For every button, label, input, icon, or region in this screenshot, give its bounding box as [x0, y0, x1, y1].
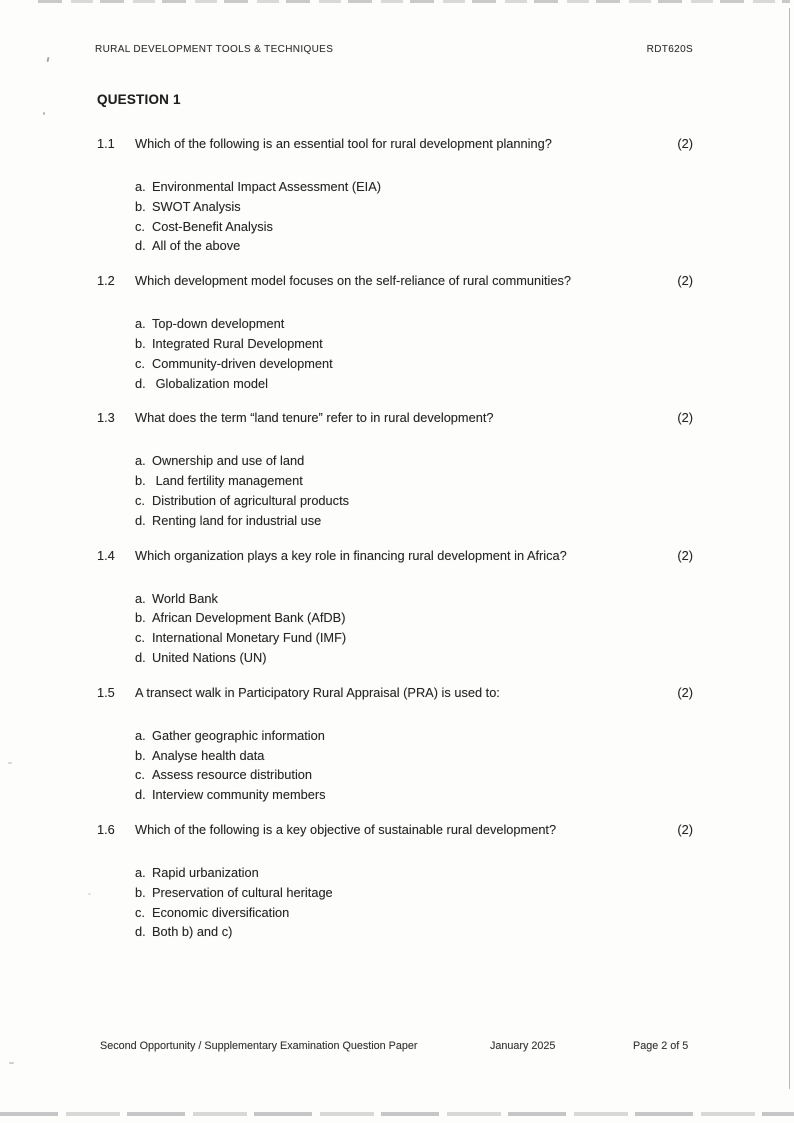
option-letter: d. — [135, 649, 146, 665]
option-text: United Nations (UN) — [152, 649, 267, 665]
option-letter: d. — [135, 512, 146, 528]
option-letter: d. — [135, 375, 146, 391]
option-letter: a. — [135, 316, 146, 332]
option-item — [135, 471, 693, 491]
question-number: 1.6 — [97, 821, 115, 837]
option-letter: c. — [135, 767, 145, 783]
scan-speck — [88, 893, 91, 895]
option-text: Renting land for industrial use — [152, 512, 322, 528]
option-text: Both b) and c) — [152, 924, 233, 940]
option-letter: c. — [135, 630, 145, 646]
option-text: Interview community members — [152, 787, 326, 803]
option-letter: b. — [135, 473, 146, 489]
option-text: Cost-Benefit Analysis — [152, 218, 273, 234]
option-item — [135, 177, 693, 197]
question-line — [97, 410, 693, 426]
question-text: Which development model focuses on the self-reliance of rural communities? — [135, 273, 572, 289]
options-list — [135, 726, 693, 805]
question-block — [97, 548, 693, 668]
option-letter: b. — [135, 335, 146, 351]
option-text: Economic diversification — [152, 904, 290, 920]
option-letter: c. — [135, 492, 145, 508]
section-title: QUESTION 1 — [97, 92, 181, 107]
question-marks: (2) — [677, 410, 693, 426]
question-block — [97, 822, 693, 942]
question-block — [97, 685, 693, 805]
scan-speck — [8, 762, 12, 764]
option-item — [135, 374, 693, 394]
scan-speck — [46, 57, 49, 62]
scan-speck — [9, 1062, 14, 1064]
options-list — [135, 863, 693, 942]
course-code: RDT620S — [646, 44, 693, 55]
option-text: All of the above — [152, 238, 241, 254]
option-item — [135, 314, 693, 334]
option-letter: c. — [135, 355, 145, 371]
document-header — [95, 44, 693, 55]
question-text: Which of the following is a key objective of sustainable rural development? — [135, 821, 557, 837]
option-text: Preservation of cultural heritage — [152, 884, 333, 900]
question-block — [97, 410, 693, 530]
option-text: Gather geographic information — [152, 727, 325, 743]
question-line — [97, 685, 693, 701]
option-item — [135, 334, 693, 354]
option-item — [135, 648, 693, 668]
option-item — [135, 628, 693, 648]
question-text: Which of the following is an essential tool for rural development planning? — [135, 136, 552, 151]
option-item — [135, 922, 693, 942]
footer-page-number: Page 2 of 5 — [633, 1040, 689, 1052]
option-text: Integrated Rural Development — [152, 335, 323, 351]
question-text: Which organization plays a key role in financing rural development in Africa? — [135, 547, 567, 563]
option-letter: d. — [135, 924, 146, 940]
option-item — [135, 883, 693, 903]
option-letter: a. — [135, 453, 146, 469]
option-text: African Development Bank (AfDB) — [152, 610, 346, 626]
option-item — [135, 217, 693, 237]
option-item — [135, 589, 693, 609]
question-marks: (2) — [677, 821, 693, 837]
option-text: Globalization model — [152, 375, 268, 391]
option-letter: b. — [135, 610, 146, 626]
option-item — [135, 765, 693, 785]
question-text: A transect walk in Participatory Rural Appraisal (PRA) is used to: — [135, 684, 500, 700]
options-list — [135, 451, 693, 530]
options-list — [135, 589, 693, 668]
questions-list — [97, 136, 693, 959]
question-line — [97, 136, 693, 152]
option-letter: a. — [135, 864, 146, 880]
option-item — [135, 354, 693, 374]
option-text: World Bank — [152, 590, 218, 606]
option-letter: a. — [135, 179, 146, 194]
option-item — [135, 491, 693, 511]
option-text: Top-down development — [152, 316, 285, 332]
option-letter: d. — [135, 787, 146, 803]
option-letter: b. — [135, 747, 146, 763]
question-line — [97, 822, 693, 838]
option-text: Rapid urbanization — [152, 864, 259, 880]
option-item — [135, 197, 693, 217]
option-item — [135, 511, 693, 531]
option-letter: c. — [135, 904, 145, 920]
option-text: Assess resource distribution — [152, 767, 313, 783]
options-list — [135, 177, 693, 256]
question-marks: (2) — [677, 136, 693, 151]
option-text: Environmental Impact Assessment (EIA) — [152, 179, 382, 194]
question-line — [97, 548, 693, 564]
option-item — [135, 608, 693, 628]
question-line — [97, 273, 693, 289]
option-item — [135, 236, 693, 256]
footer-paper-title: Second Opportunity / Supplementary Examination Question Paper — [100, 1040, 418, 1052]
question-number: 1.1 — [97, 136, 115, 151]
option-letter: b. — [135, 198, 146, 214]
options-list — [135, 314, 693, 393]
question-number: 1.2 — [97, 273, 115, 289]
option-item — [135, 746, 693, 766]
question-block — [97, 136, 693, 256]
option-item — [135, 863, 693, 883]
scan-artifact-right-edge — [789, 8, 790, 1089]
option-text: International Monetary Fund (IMF) — [152, 630, 347, 646]
course-title: RURAL DEVELOPMENT TOOLS & TECHNIQUES — [95, 44, 334, 55]
question-block — [97, 273, 693, 393]
option-text: Analyse health data — [152, 747, 265, 763]
option-letter: d. — [135, 238, 146, 254]
question-number: 1.3 — [97, 410, 115, 426]
scan-artifact-top-edge — [38, 0, 790, 3]
scan-speck — [43, 112, 45, 115]
option-letter: c. — [135, 218, 145, 234]
option-text: Distribution of agricultural products — [152, 492, 350, 508]
question-number: 1.4 — [97, 547, 115, 563]
question-marks: (2) — [677, 684, 693, 700]
question-text: What does the term “land tenure” refer to in rural development? — [135, 410, 494, 426]
question-number: 1.5 — [97, 684, 115, 700]
question-marks: (2) — [677, 547, 693, 563]
option-letter: a. — [135, 590, 146, 606]
option-letter: b. — [135, 884, 146, 900]
option-item — [135, 726, 693, 746]
option-item — [135, 451, 693, 471]
option-text: Community-driven development — [152, 355, 333, 371]
footer-date: January 2025 — [490, 1040, 556, 1052]
option-text: SWOT Analysis — [152, 198, 241, 214]
option-text: Land fertility management — [152, 473, 303, 489]
question-marks: (2) — [677, 273, 693, 289]
document-footer — [0, 1040, 794, 1056]
option-item — [135, 785, 693, 805]
scan-artifact-bottom-edge — [0, 1112, 794, 1116]
option-letter: a. — [135, 727, 146, 743]
option-text: Ownership and use of land — [152, 453, 305, 469]
option-item — [135, 903, 693, 923]
